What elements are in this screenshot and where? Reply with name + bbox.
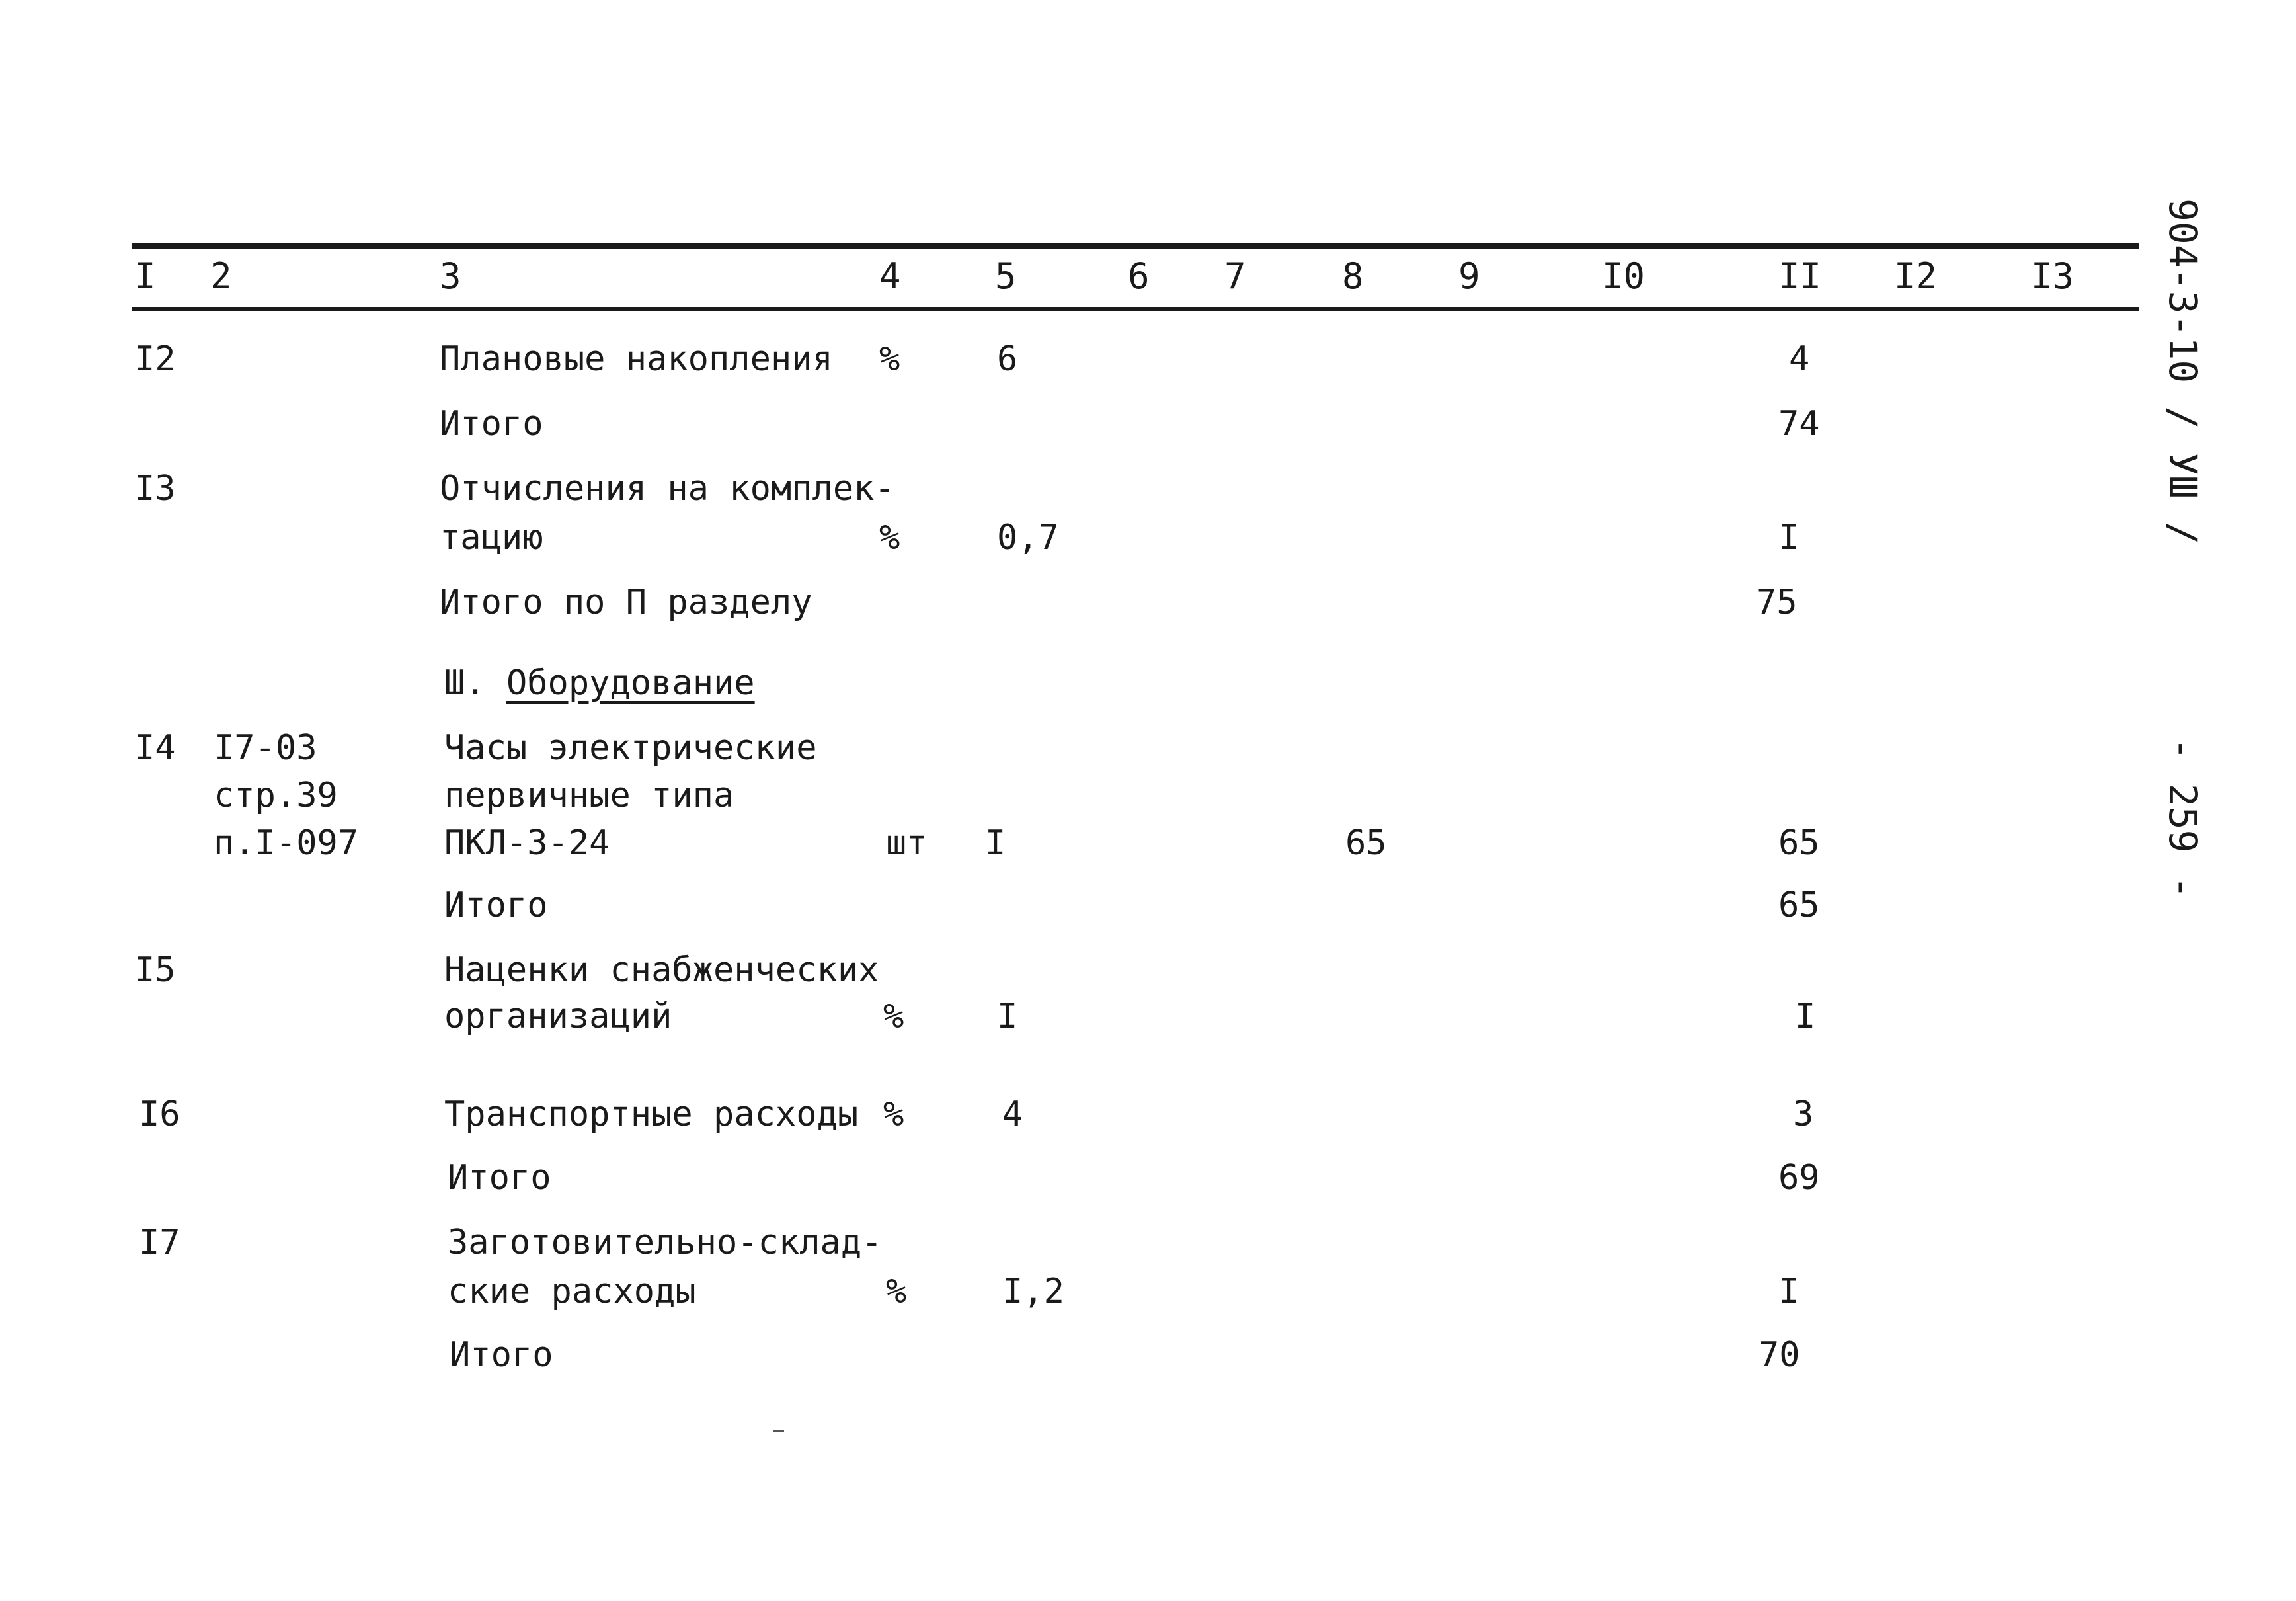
row-description: Итого <box>450 1335 553 1375</box>
column-header-2: 2 <box>210 255 232 297</box>
column-header-13: I3 <box>2031 255 2075 297</box>
row-price: 65 <box>1345 823 1387 863</box>
row-description: организаций <box>444 997 672 1036</box>
row-number: I6 <box>139 1094 180 1134</box>
row-unit: % <box>883 1094 904 1134</box>
row-total: 74 <box>1778 404 1820 444</box>
section-heading <box>444 661 755 705</box>
row-code: стр.39 <box>214 776 338 815</box>
column-header-10: I0 <box>1602 255 1645 297</box>
column-header-12: I2 <box>1894 255 1938 297</box>
row-total: 4 <box>1789 339 1810 379</box>
row-description: первичные типа <box>444 776 734 815</box>
section-prefix: Ш. <box>444 663 486 703</box>
row-quantity: 0,7 <box>997 518 1059 557</box>
column-header-1: I <box>134 255 156 297</box>
column-header-7: 7 <box>1224 255 1246 297</box>
row-total: 65 <box>1778 823 1820 863</box>
row-code: I7-03 <box>214 728 317 768</box>
row-unit: % <box>886 1272 907 1311</box>
row-quantity: I,2 <box>1002 1272 1064 1311</box>
row-description: Транспортные расходы <box>444 1094 859 1134</box>
row-total: 75 <box>1756 583 1798 622</box>
row-number: I5 <box>134 950 176 990</box>
column-header-5: 5 <box>995 255 1017 297</box>
row-number: I4 <box>134 728 176 768</box>
header-bottom-rule <box>132 307 2139 311</box>
row-description: тацию <box>440 518 543 557</box>
row-description: Итого <box>440 404 543 444</box>
row-quantity: 4 <box>1002 1094 1023 1134</box>
row-number: I2 <box>134 339 176 379</box>
column-header-8: 8 <box>1342 255 1364 297</box>
row-number: I7 <box>139 1223 180 1262</box>
stray-mark <box>773 1430 784 1432</box>
row-description: Часы электрические <box>444 728 817 768</box>
row-quantity: 6 <box>997 339 1018 379</box>
row-number: I3 <box>134 469 176 509</box>
row-description: Итого <box>444 885 548 925</box>
column-header-4: 4 <box>879 255 901 297</box>
row-description: Заготовительно-склад- <box>448 1223 883 1262</box>
row-unit: шт <box>886 823 928 863</box>
row-total: 70 <box>1759 1335 1800 1375</box>
row-total: 69 <box>1778 1158 1820 1198</box>
row-unit: % <box>879 339 900 379</box>
row-quantity: I <box>997 997 1018 1036</box>
row-description: Итого по П разделу <box>440 583 812 622</box>
row-total: 65 <box>1778 885 1820 925</box>
document-code: 904-3-10 / УШ / <box>2160 198 2205 545</box>
row-description: Отчисления на комплек- <box>440 469 895 509</box>
row-description: Наценки снабженческих <box>444 950 879 990</box>
row-total: 3 <box>1793 1094 1814 1134</box>
row-description: ПКЛ-3-24 <box>444 823 610 863</box>
row-description: ские расходы <box>448 1272 696 1311</box>
column-header-11: II <box>1778 255 1822 297</box>
row-code: п.I-097 <box>214 823 359 863</box>
row-unit: % <box>879 518 900 557</box>
row-total: I <box>1795 997 1816 1036</box>
row-unit: % <box>883 997 904 1036</box>
row-description: Итого <box>448 1158 551 1198</box>
row-total: I <box>1778 518 1800 557</box>
row-description: Плановые накопления <box>440 339 833 379</box>
section-title: Оборудование <box>506 663 755 703</box>
column-header-9: 9 <box>1458 255 1480 297</box>
page-number: - 259 - <box>2160 737 2205 899</box>
row-total: I <box>1778 1272 1800 1311</box>
row-quantity: I <box>985 823 1006 863</box>
column-header-3: 3 <box>440 255 461 297</box>
column-header-6: 6 <box>1128 255 1150 297</box>
header-top-rule <box>132 243 2139 249</box>
